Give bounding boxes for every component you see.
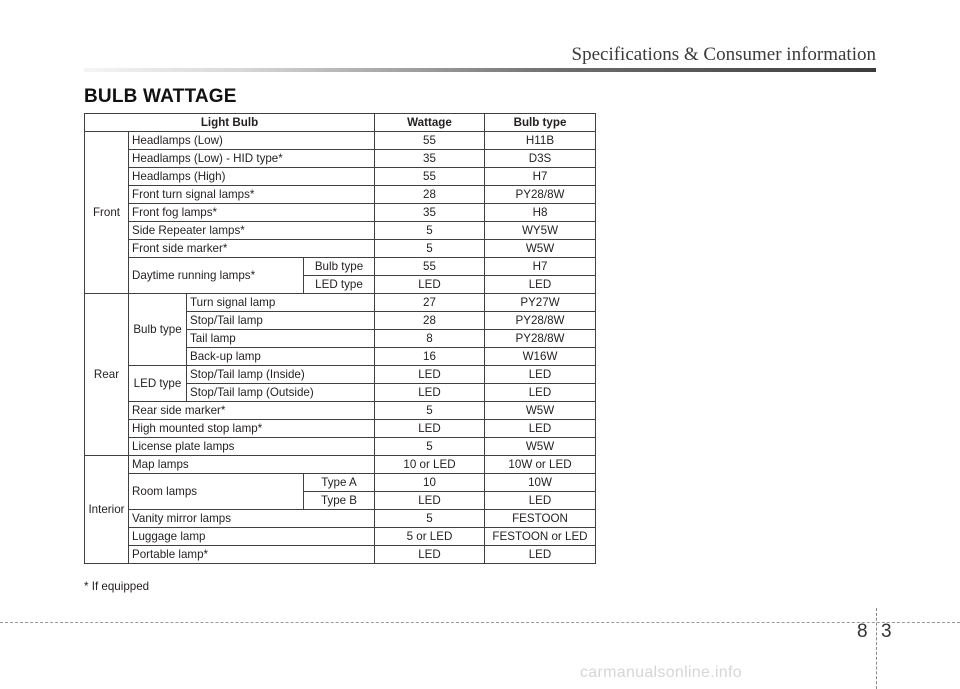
bulb-name: Front side marker* bbox=[129, 240, 375, 258]
bulb-name: Room lamps bbox=[129, 474, 304, 510]
variant-label: LED type bbox=[304, 276, 375, 294]
bulb-type-value: LED bbox=[485, 384, 596, 402]
wattage-value: 55 bbox=[375, 258, 485, 276]
bulb-type-value: PY27W bbox=[485, 294, 596, 312]
table-row bbox=[85, 186, 596, 204]
bulb-type-value: H7 bbox=[485, 168, 596, 186]
wattage-value: 5 bbox=[375, 510, 485, 528]
wattage-value: 5 bbox=[375, 240, 485, 258]
header-light-bulb: Light Bulb bbox=[85, 114, 375, 132]
wattage-value: 10 bbox=[375, 474, 485, 492]
footnote: * If equipped bbox=[84, 580, 150, 593]
bulb-name: Stop/Tail lamp bbox=[187, 312, 375, 330]
table-row bbox=[85, 474, 596, 492]
bulb-type-value: PY28/8W bbox=[485, 312, 596, 330]
variant-label: Type A bbox=[304, 474, 375, 492]
wattage-value: LED bbox=[375, 384, 485, 402]
wattage-value: 5 bbox=[375, 438, 485, 456]
table-row bbox=[85, 420, 596, 438]
page-number: 3 bbox=[881, 621, 892, 642]
bulb-name: Side Repeater lamps* bbox=[129, 222, 375, 240]
running-header-title: Specifications & Consumer information bbox=[571, 44, 876, 65]
bulb-name: Daytime running lamps* bbox=[129, 258, 304, 294]
bulb-type-value: LED bbox=[485, 366, 596, 384]
wattage-value: 28 bbox=[375, 312, 485, 330]
wattage-value: 28 bbox=[375, 186, 485, 204]
table-row bbox=[85, 546, 596, 564]
table-row bbox=[85, 132, 596, 150]
bulb-name: Front turn signal lamps* bbox=[129, 186, 375, 204]
bulb-name: Portable lamp* bbox=[129, 546, 375, 564]
bulb-type-value: LED bbox=[485, 546, 596, 564]
variant-label: Type B bbox=[304, 492, 375, 510]
bulb-type-value: FESTOON bbox=[485, 510, 596, 528]
table-row bbox=[85, 204, 596, 222]
bulb-name: Headlamps (Low) - HID type* bbox=[129, 150, 375, 168]
bulb-type-value: H7 bbox=[485, 258, 596, 276]
table-row bbox=[85, 402, 596, 420]
wattage-value: 35 bbox=[375, 150, 485, 168]
group-rear: Rear bbox=[85, 294, 129, 456]
bulb-type-value: H8 bbox=[485, 204, 596, 222]
bulb-type-value: D3S bbox=[485, 150, 596, 168]
bulb-name: Rear side marker* bbox=[129, 402, 375, 420]
bulb-type-value: W5W bbox=[485, 240, 596, 258]
table-row bbox=[85, 258, 596, 276]
bulb-name: Front fog lamps* bbox=[129, 204, 375, 222]
bulb-name: License plate lamps bbox=[129, 438, 375, 456]
wattage-value: LED bbox=[375, 420, 485, 438]
wattage-value: 10 or LED bbox=[375, 456, 485, 474]
bulb-name: Back-up lamp bbox=[187, 348, 375, 366]
table-header-row bbox=[85, 114, 596, 132]
chapter-number: 8 bbox=[857, 621, 868, 642]
wattage-value: 8 bbox=[375, 330, 485, 348]
bulb-type-value: W5W bbox=[485, 402, 596, 420]
table-row bbox=[85, 240, 596, 258]
bulb-type-value: LED bbox=[485, 420, 596, 438]
bulb-type-value: 10W or LED bbox=[485, 456, 596, 474]
section-title: BULB WATTAGE bbox=[84, 86, 237, 107]
bulb-type-value: WY5W bbox=[485, 222, 596, 240]
bulb-type-value: FESTOON or LED bbox=[485, 528, 596, 546]
bulb-type-value: W16W bbox=[485, 348, 596, 366]
wattage-value: 55 bbox=[375, 168, 485, 186]
header-rule bbox=[84, 68, 876, 72]
table-row bbox=[85, 150, 596, 168]
watermark: carmanualsonline.info bbox=[580, 664, 742, 681]
wattage-value: LED bbox=[375, 366, 485, 384]
bulb-type-value: LED bbox=[485, 492, 596, 510]
subgroup-bulb-type: Bulb type bbox=[129, 294, 187, 366]
table-row bbox=[85, 222, 596, 240]
bulb-name: Headlamps (High) bbox=[129, 168, 375, 186]
subgroup-led-type: LED type bbox=[129, 366, 187, 402]
bulb-name: Turn signal lamp bbox=[187, 294, 375, 312]
wattage-value: LED bbox=[375, 492, 485, 510]
bulb-name: Headlamps (Low) bbox=[129, 132, 375, 150]
bulb-name: Vanity mirror lamps bbox=[129, 510, 375, 528]
wattage-value: 5 or LED bbox=[375, 528, 485, 546]
bulb-type-value: 10W bbox=[485, 474, 596, 492]
wattage-value: 5 bbox=[375, 402, 485, 420]
bulb-name: Stop/Tail lamp (Inside) bbox=[187, 366, 375, 384]
wattage-value: LED bbox=[375, 276, 485, 294]
footer-dashed-rule bbox=[0, 622, 960, 623]
bulb-type-value: PY28/8W bbox=[485, 330, 596, 348]
table-row bbox=[85, 510, 596, 528]
page-number-divider bbox=[876, 608, 877, 689]
table-row bbox=[85, 456, 596, 474]
table-row bbox=[85, 168, 596, 186]
bulb-name: High mounted stop lamp* bbox=[129, 420, 375, 438]
bulb-type-value: W5W bbox=[485, 438, 596, 456]
wattage-value: 16 bbox=[375, 348, 485, 366]
table-row bbox=[85, 528, 596, 546]
bulb-type-value: H11B bbox=[485, 132, 596, 150]
bulb-name: Tail lamp bbox=[187, 330, 375, 348]
bulb-type-value: LED bbox=[485, 276, 596, 294]
table-row bbox=[85, 294, 596, 312]
wattage-value: LED bbox=[375, 546, 485, 564]
header-wattage: Wattage bbox=[375, 114, 485, 132]
wattage-value: 55 bbox=[375, 132, 485, 150]
bulb-wattage-table bbox=[84, 113, 596, 564]
table-row bbox=[85, 438, 596, 456]
bulb-name: Map lamps bbox=[129, 456, 375, 474]
group-interior: Interior bbox=[85, 456, 129, 564]
header-bulb-type: Bulb type bbox=[485, 114, 596, 132]
table-row bbox=[85, 366, 596, 384]
wattage-value: 35 bbox=[375, 204, 485, 222]
bulb-type-value: PY28/8W bbox=[485, 186, 596, 204]
bulb-name: Stop/Tail lamp (Outside) bbox=[187, 384, 375, 402]
wattage-value: 27 bbox=[375, 294, 485, 312]
variant-label: Bulb type bbox=[304, 258, 375, 276]
group-front: Front bbox=[85, 132, 129, 294]
wattage-value: 5 bbox=[375, 222, 485, 240]
bulb-name: Luggage lamp bbox=[129, 528, 375, 546]
